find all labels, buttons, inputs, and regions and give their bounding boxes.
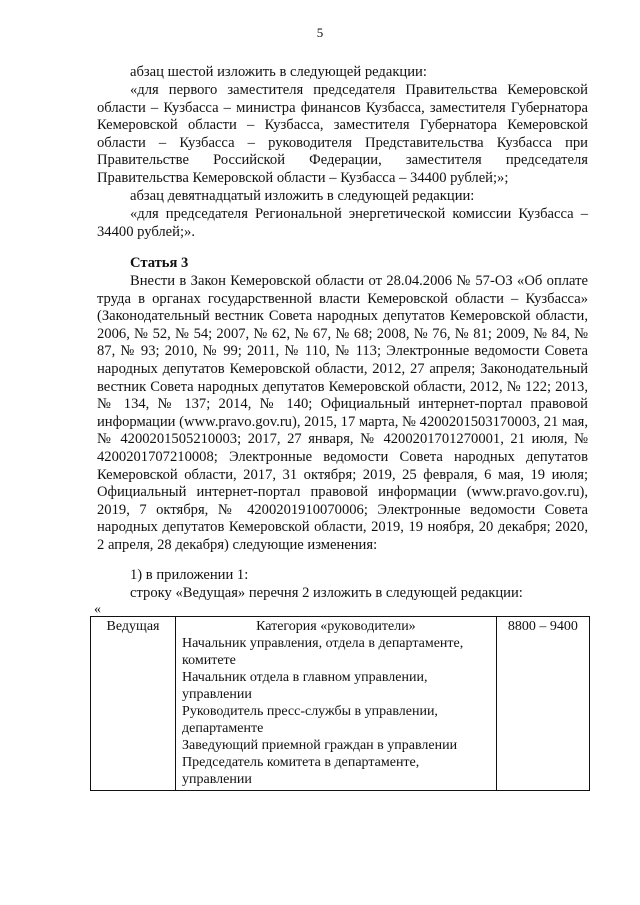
category-cell [176, 617, 497, 791]
table-row [91, 617, 590, 791]
group-cell: Ведущая [91, 617, 176, 791]
paragraph-1: абзац шестой изложить в следующей редакции: [130, 64, 427, 80]
salary-range-cell: 8800 – 9400 [496, 617, 589, 791]
article-body: Внести в Закон Кемеровской области от 28.04.2006 № 57-ОЗ «Об оплате труда в органах государственной власти Кемеровской области – Кузбасса» (Законодательный вестник Совета народных депутатов Кемеровской области, 2006, № 52, № 54; 2007, № 62, № 67, № 68; 2008, № 76, № 81; 2009, № 84, № 87, № 93; 2010, № 99; 2011, № 110, № 113; Электронные ведомости Совета народных депутатов Кемеровской области, 2012, 27 апреля; Законодательный вестник Совета народных депутатов Кемеровской области, 2012, № 122; 2013, № 134, № 137; 2014, № 140; Официальный интернет-портал правовой информации (www.pravo.gov.ru), 2015, 17 марта, № 4200201503170003, 21 мая, № 4200201505210003; 2017, 27 января, № 4200201701270001, 21 июля, № 4200201707210008; Электронные ведомости Совета народных депутатов Кемеровской области, 2017, 31 октября; 2019, 25 февраля, 6 мая, 19 июля; Официальный интернет-портал правовой информации (www.pravo.gov.ru), 2019, 7 октября, № 4200201910070006; Электронные ведомости Совета народных депутатов Кемеровской области, 2019, 19 ноября, 20 декабря; 2020, 2 апреля, 28 декабря) следующие изменения: [97, 273, 588, 553]
position-item: Руководитель пресс-службы в управлении, департаменте [182, 704, 438, 736]
position-item: Начальник отдела в главном управлении, управлении [182, 670, 428, 702]
position-item: Председатель комитета в департаменте, управлении [182, 755, 420, 787]
list-item: 1) в приложении 1: [130, 567, 249, 583]
page-number: 5 [316, 25, 324, 40]
position-item: Заведующий приемной граждан в управлении [182, 738, 458, 753]
instruction: строку «Ведущая» перечня 2 изложить в следующей редакции: [130, 585, 523, 601]
quote-open: « [94, 602, 101, 617]
position-item: Начальник управления, отдела в департаменте, комитете [182, 636, 464, 668]
article-heading: Статья 3 [130, 255, 189, 271]
paragraph-4: «для председателя Региональной энергетической комиссии Кузбасса – 34400 рублей;». [97, 206, 588, 240]
paragraph-2: «для первого заместителя председателя Правительства Кемеровской области – Кузбасса – министра финансов Кузбасса, заместителя Губернатора Кемеровской области – Кузбасса, заместителя Губернатора Кемеровской области – Кузбасса – руководителя Представительства Кузбасса при Правительстве Российской Федерации, заместителя председателя Правительства Кемеровской области – Кузбасса – 34400 рублей;»; [97, 82, 588, 186]
paragraph-3: абзац девятнадцатый изложить в следующей редакции: [130, 188, 475, 204]
salary-table [90, 616, 590, 791]
category-title: Категория «руководители» [256, 619, 416, 634]
